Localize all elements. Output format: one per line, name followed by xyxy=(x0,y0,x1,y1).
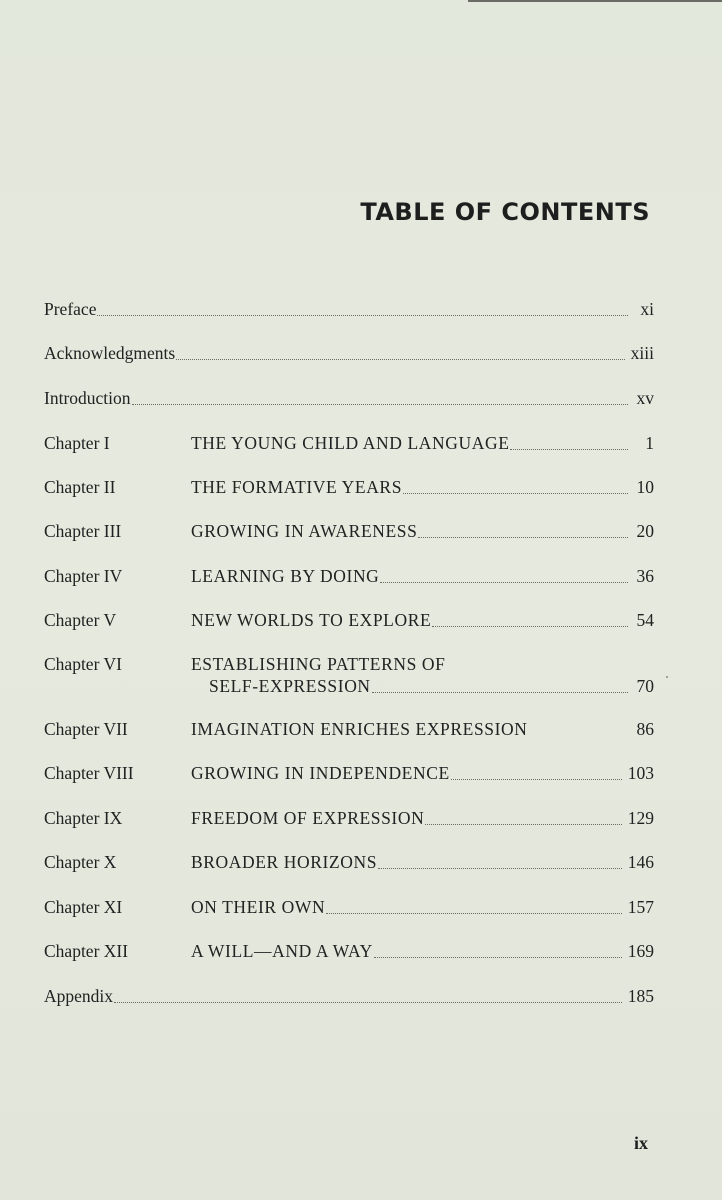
chapter-title: THE FORMATIVE YEARS xyxy=(191,477,403,497)
chapter-page: 129 xyxy=(627,808,654,828)
toc-entry-acknowledgments[interactable] xyxy=(44,342,654,364)
toc-entry-chapter-9[interactable] xyxy=(44,807,654,829)
dot-leader xyxy=(425,810,621,825)
chapter-label: Chapter VI xyxy=(44,654,122,674)
dot-leader xyxy=(378,854,622,869)
toc-entry-chapter-5[interactable] xyxy=(44,609,654,631)
chapter-page: 103 xyxy=(627,763,654,783)
chapter-title: BROADER HORIZONS xyxy=(191,852,378,872)
toc-entry-chapter-3[interactable] xyxy=(44,520,654,542)
dot-leader xyxy=(132,390,628,405)
chapter-page: 54 xyxy=(636,610,654,630)
dot-leader xyxy=(374,943,622,958)
page-title: TABLE OF CONTENTS xyxy=(360,198,650,226)
entry-page: xi xyxy=(640,299,654,319)
dot-leader xyxy=(176,345,624,360)
toc-entry-chapter-10[interactable] xyxy=(44,851,654,873)
entry-title: Introduction xyxy=(44,388,131,408)
chapter-label: Chapter I xyxy=(44,433,110,453)
dot-leader xyxy=(326,899,622,914)
toc-entry-chapter-8[interactable] xyxy=(44,762,654,784)
chapter-page: 86 xyxy=(636,719,654,739)
chapter-title: IMAGINATION ENRICHES EXPRESSION xyxy=(191,719,528,739)
paper-speck xyxy=(666,676,668,678)
chapter-label: Chapter XII xyxy=(44,941,129,961)
entry-page: xv xyxy=(636,388,654,408)
chapter-title: NEW WORLDS TO EXPLORE xyxy=(191,610,432,630)
chapter-page: 36 xyxy=(636,566,654,586)
chapter-title: GROWING IN INDEPENDENCE xyxy=(191,763,450,783)
entry-title: Appendix xyxy=(44,986,114,1006)
chapter-page: 169 xyxy=(627,941,654,961)
dot-leader xyxy=(432,612,628,627)
page-number: ix xyxy=(633,1133,648,1153)
dot-leader xyxy=(114,988,622,1003)
dot-leader xyxy=(451,765,622,780)
chapter-title: ESTABLISHING PATTERNS OF xyxy=(191,654,446,674)
chapter-page: 157 xyxy=(627,897,654,917)
chapter-title: THE YOUNG CHILD AND LANGUAGE xyxy=(191,433,510,453)
toc-entry-chapter-6[interactable] xyxy=(44,653,654,697)
chapter-page: 70 xyxy=(636,676,654,696)
dot-leader xyxy=(403,479,628,494)
toc-entry-chapter-7[interactable] xyxy=(44,718,654,740)
chapter-label: Chapter VII xyxy=(44,719,128,739)
chapter-label: Chapter IV xyxy=(44,566,123,586)
dot-leader xyxy=(97,301,628,316)
top-edge-rule xyxy=(468,0,722,2)
entry-page: xiii xyxy=(630,343,654,363)
toc-entry-chapter-12[interactable] xyxy=(44,940,654,962)
dot-leader xyxy=(510,435,628,450)
toc-entry-preface[interactable] xyxy=(44,298,654,320)
chapter-title: A WILL—AND A WAY xyxy=(191,941,373,961)
entry-title: Acknowledgments xyxy=(44,343,176,363)
chapter-page: 10 xyxy=(636,477,654,497)
toc-entry-chapter-1[interactable] xyxy=(44,432,654,454)
chapter-label: Chapter III xyxy=(44,521,122,541)
toc-entry-chapter-4[interactable] xyxy=(44,565,654,587)
dot-leader xyxy=(372,678,628,693)
chapter-label: Chapter II xyxy=(44,477,116,497)
chapter-label: Chapter V xyxy=(44,610,117,630)
chapter-label: Chapter XI xyxy=(44,897,123,917)
chapter-title-continued: SELF-EXPRESSION xyxy=(209,676,371,696)
dot-leader xyxy=(418,523,628,538)
toc-entry-chapter-11[interactable] xyxy=(44,896,654,918)
chapter-label: Chapter VIII xyxy=(44,763,134,783)
toc-entry-chapter-2[interactable] xyxy=(44,476,654,498)
chapter-page: 20 xyxy=(636,521,654,541)
chapter-label: Chapter X xyxy=(44,852,117,872)
chapter-title: LEARNING BY DOING xyxy=(191,566,380,586)
chapter-title: GROWING IN AWARENESS xyxy=(191,521,418,541)
dot-leader xyxy=(380,568,628,583)
chapter-page: 1 xyxy=(645,433,654,453)
dot-leader xyxy=(529,722,628,736)
toc-entry-appendix[interactable] xyxy=(44,985,654,1007)
chapter-title: ON THEIR OWN xyxy=(191,897,326,917)
entry-title: Preface xyxy=(44,299,97,319)
chapter-label: Chapter IX xyxy=(44,808,123,828)
toc-entry-introduction[interactable] xyxy=(44,387,654,409)
chapter-title: FREEDOM OF EXPRESSION xyxy=(191,808,425,828)
entry-page: 185 xyxy=(627,986,654,1006)
chapter-page: 146 xyxy=(627,852,654,872)
